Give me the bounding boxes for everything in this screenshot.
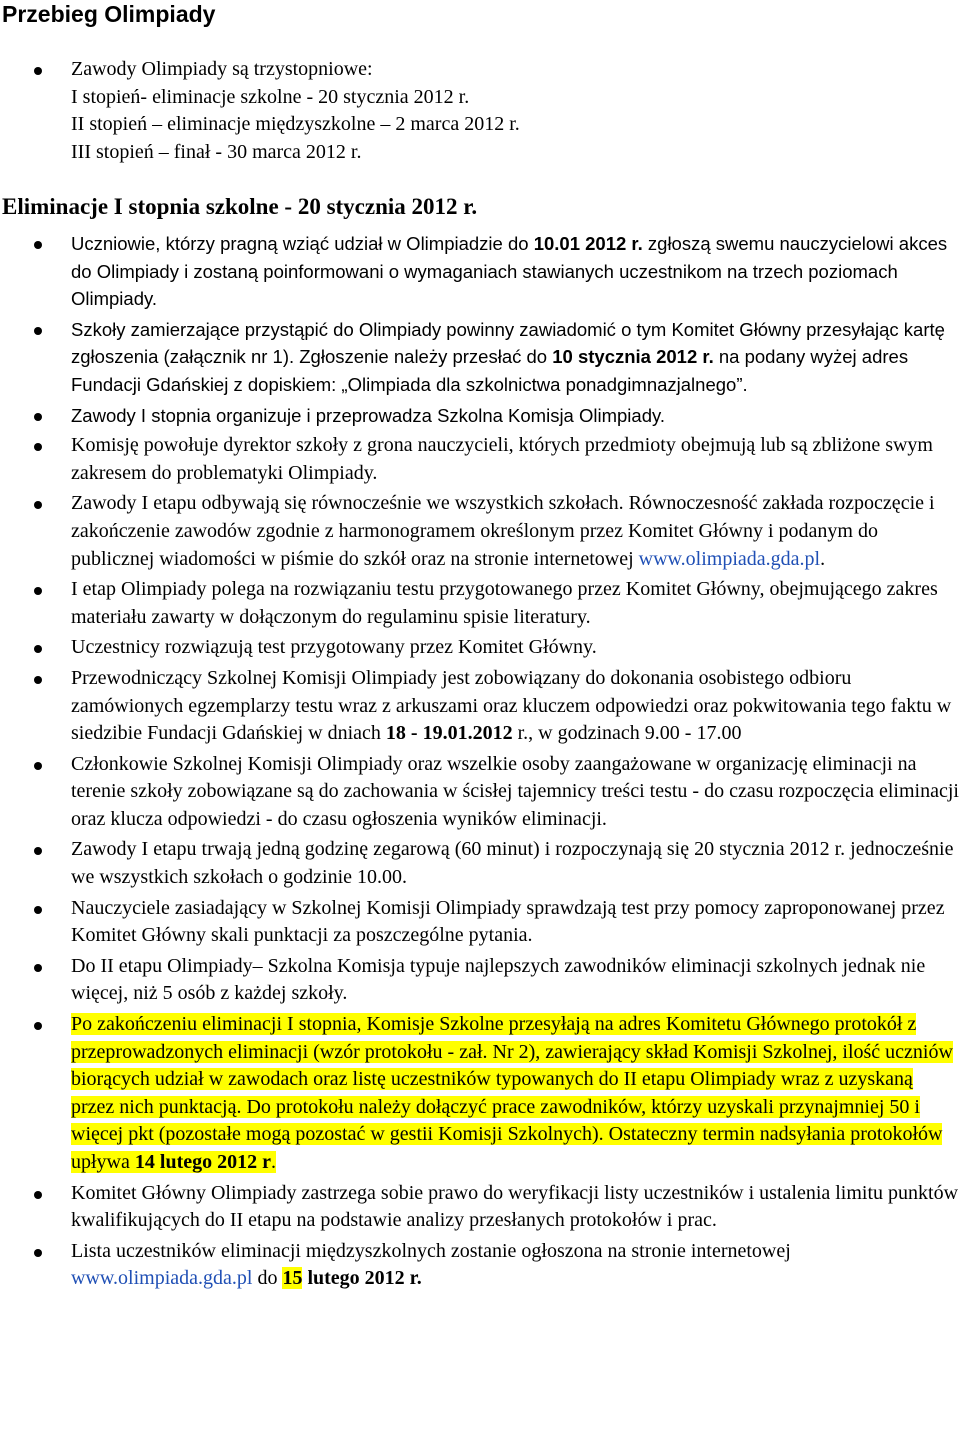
bullet-icon (34, 501, 42, 509)
item-date: 14 lutego 2012 r (134, 1151, 271, 1173)
website-link[interactable]: www.olimpiada.gda.pl (71, 1267, 253, 1290)
bullet-icon (34, 906, 42, 914)
item-date: lutego 2012 r. (302, 1267, 422, 1290)
list-item (0, 316, 960, 399)
item-text: do (252, 1267, 283, 1290)
list-item (0, 1238, 960, 1293)
item-text: Komisję powołuje dyrektor szkoły z grona nauczycieli, których przedmioty obejmują lub są zbliżone swym zakresem do problematyki Olimpiady. (71, 434, 933, 484)
item-date: 18 - 19.01.2012 (385, 722, 513, 745)
item-text: Nauczyciele zasiadający w Szkolnej Komisji Olimpiady sprawdzają test przy pomocy zaproponowanej przez Komitet Główny skali punktacji za poszczególne pytania. (71, 896, 945, 947)
item-date: 15 (282, 1267, 303, 1290)
bullet-icon (34, 1191, 42, 1199)
list-item (0, 836, 960, 891)
bullet-icon (34, 1249, 42, 1257)
item-text: Komitet Główny Olimpiady zastrzega sobie prawo do weryfikacji listy uczestników i ustalenia limitu punktów kwalifikujących do II etapu na podstawie analizy przesłanych protokołów i prac. (71, 1181, 959, 1232)
highlighted-text (71, 1013, 953, 1173)
item-text: Zawody I etapu trwają jedną godzinę zegarową (60 minut) i rozpoczynają się 20 stycznia 2012 r. jednocześnie we wszystkich szkołach o godzinie 10.00. (71, 838, 954, 889)
list-item (0, 751, 960, 834)
item-text: Lista uczestników eliminacji międzyszkolnych zostanie ogłoszona na stronie internetowej (71, 1239, 791, 1262)
intro-line: I stopień- eliminacje szkolne - 20 stycznia 2012 r. (71, 85, 470, 108)
item-date: 10.01 2012 r. (533, 233, 643, 254)
item-text: Zawody I stopnia organizuje i przeprowadza Szkolna Komisja Olimpiady. (71, 404, 665, 426)
item-text: I etap Olimpiady polega na rozwiązaniu testu przygotowanego przez Komitet Główny, obejmującego zakres materiału zawarty w dołączonym do regulaminu spisie literatury. (71, 578, 938, 628)
list-item (0, 953, 960, 1008)
intro-line: III stopień – finał - 30 marca 2012 r. (71, 140, 362, 163)
item-text: Uczestnicy rozwiązują test przygotowany przez Komitet Główny. (71, 636, 597, 659)
website-link[interactable]: www.olimpiada.gda.pl (638, 547, 821, 570)
bullet-icon (34, 413, 42, 421)
intro-line: Zawody Olimpiady są trzystopniowe: (71, 58, 373, 80)
list-item (0, 230, 960, 313)
item-text: Zawody I etapu odbywają się równocześnie we wszystkich szkołach. Równoczesność zakłada rozpoczęcie i zakończenie zawodów zgodnie z harmonogramem określonym przez Komitet Główny i podanym do publicznej wiadomości w piśmie do szkół oraz na stronie internetowej (71, 492, 935, 570)
bullet-icon (34, 587, 42, 595)
bullet-icon (34, 964, 42, 972)
item-text: Członkowie Szkolnej Komisji Olimpiady oraz wszelkie osoby zaangażowane w organizację eliminacji na terenie szkoły zobowiązane są do zachowania w ścisłej tajemnicy treści testu - do czasu rozpoczęcia eliminacji oraz klucza odpowiedzi - do czasu ogłoszenia wyników eliminacji. (71, 752, 959, 830)
list-item (0, 402, 960, 430)
list-item (0, 576, 960, 631)
rules-list (0, 230, 960, 1296)
item-text: na podany wyżej adres Fundacji Gdańskiej z dopiskiem: „Olimpiada dla szkolnictwa ponadgimnazjalnego”. (71, 346, 909, 395)
item-text: . (270, 1151, 276, 1173)
intro-list (0, 56, 960, 166)
bullet-icon (34, 847, 42, 855)
item-text: Szkoły zamierzające przystąpić do Olimpiady powinny zawiadomić o tym Komitet Główny przesyłając kartę zgłoszenia (załącznik nr 1). Zgłoszenie należy przesłać do (71, 318, 945, 368)
item-date: 10 stycznia 2012 r. (552, 346, 714, 368)
list-item (0, 634, 960, 662)
item-text: Do II etapu Olimpiady– Szkolna Komisja typuje najlepszych zawodników eliminacji szkolnych jednak nie więcej, niż 5 osób z każdej szkoły. (71, 954, 926, 1005)
item-text: r., w godzinach 9.00 - 17.00 (512, 722, 742, 745)
bullet-icon (34, 327, 42, 335)
bullet-icon (34, 1022, 42, 1030)
list-item (0, 490, 960, 573)
list-item (0, 665, 960, 748)
list-item (0, 895, 960, 950)
item-text: zgłoszą swemu nauczycielowi akces do Olimpiady i zostaną poinformowani o wymaganiach stawianych uczestnikom na trzech poziomach Olimpiady. (71, 233, 948, 310)
intro-line: II stopień – eliminacje międzyszkolne – 2 marca 2012 r. (71, 113, 520, 136)
item-text: Po zakończeniu eliminacji I stopnia, Komisje Szkolne przesyłają na adres Komitetu Głównego protokół z przeprowadzonych eliminacji (wzór protokołu - zał. Nr 2), zawierający skład Komisji Szkolnej, ilość uczniów biorących udział w zawodach oraz listę uczestników typowanych do II etapu Olimpiady wraz z uzyskaną przez nich punktacją. Do protokołu należy dołączyć prace zawodników, którzy uzyskali przynajmniej 50 i więcej pkt (pozostałe mogą pozostać w gestii Komisji Szkolnych). Ostateczny termin nadsyłania protokołów upływa (71, 1013, 953, 1173)
item-text: . (820, 547, 826, 570)
bullet-icon (34, 645, 42, 653)
list-item (0, 1180, 960, 1235)
bullet-icon (34, 762, 42, 770)
list-item-highlighted (0, 1011, 960, 1177)
bullet-icon (34, 241, 42, 249)
item-text: Uczniowie, którzy pragną wziąć udział w Olimpiadzie do (71, 233, 534, 254)
section-heading: Eliminacje I stopnia szkolne - 20 stycznia 2012 r. (2, 194, 478, 219)
list-item (0, 56, 960, 166)
bullet-icon (34, 676, 42, 684)
bullet-icon (34, 443, 42, 451)
item-text: Przewodniczący Szkolnej Komisji Olimpiady jest zobowiązany do dokonania osobistego odbioru zamówionych egzemplarzy testu wraz z arkuszami oraz kluczem odpowiedzi oraz pokwitowania tego faktu w siedzibie Fundacji Gdańskiej w dniach (71, 666, 952, 745)
list-item (0, 432, 960, 487)
page-title: Przebieg Olimpiady (2, 1, 216, 27)
bullet-icon (34, 67, 42, 75)
